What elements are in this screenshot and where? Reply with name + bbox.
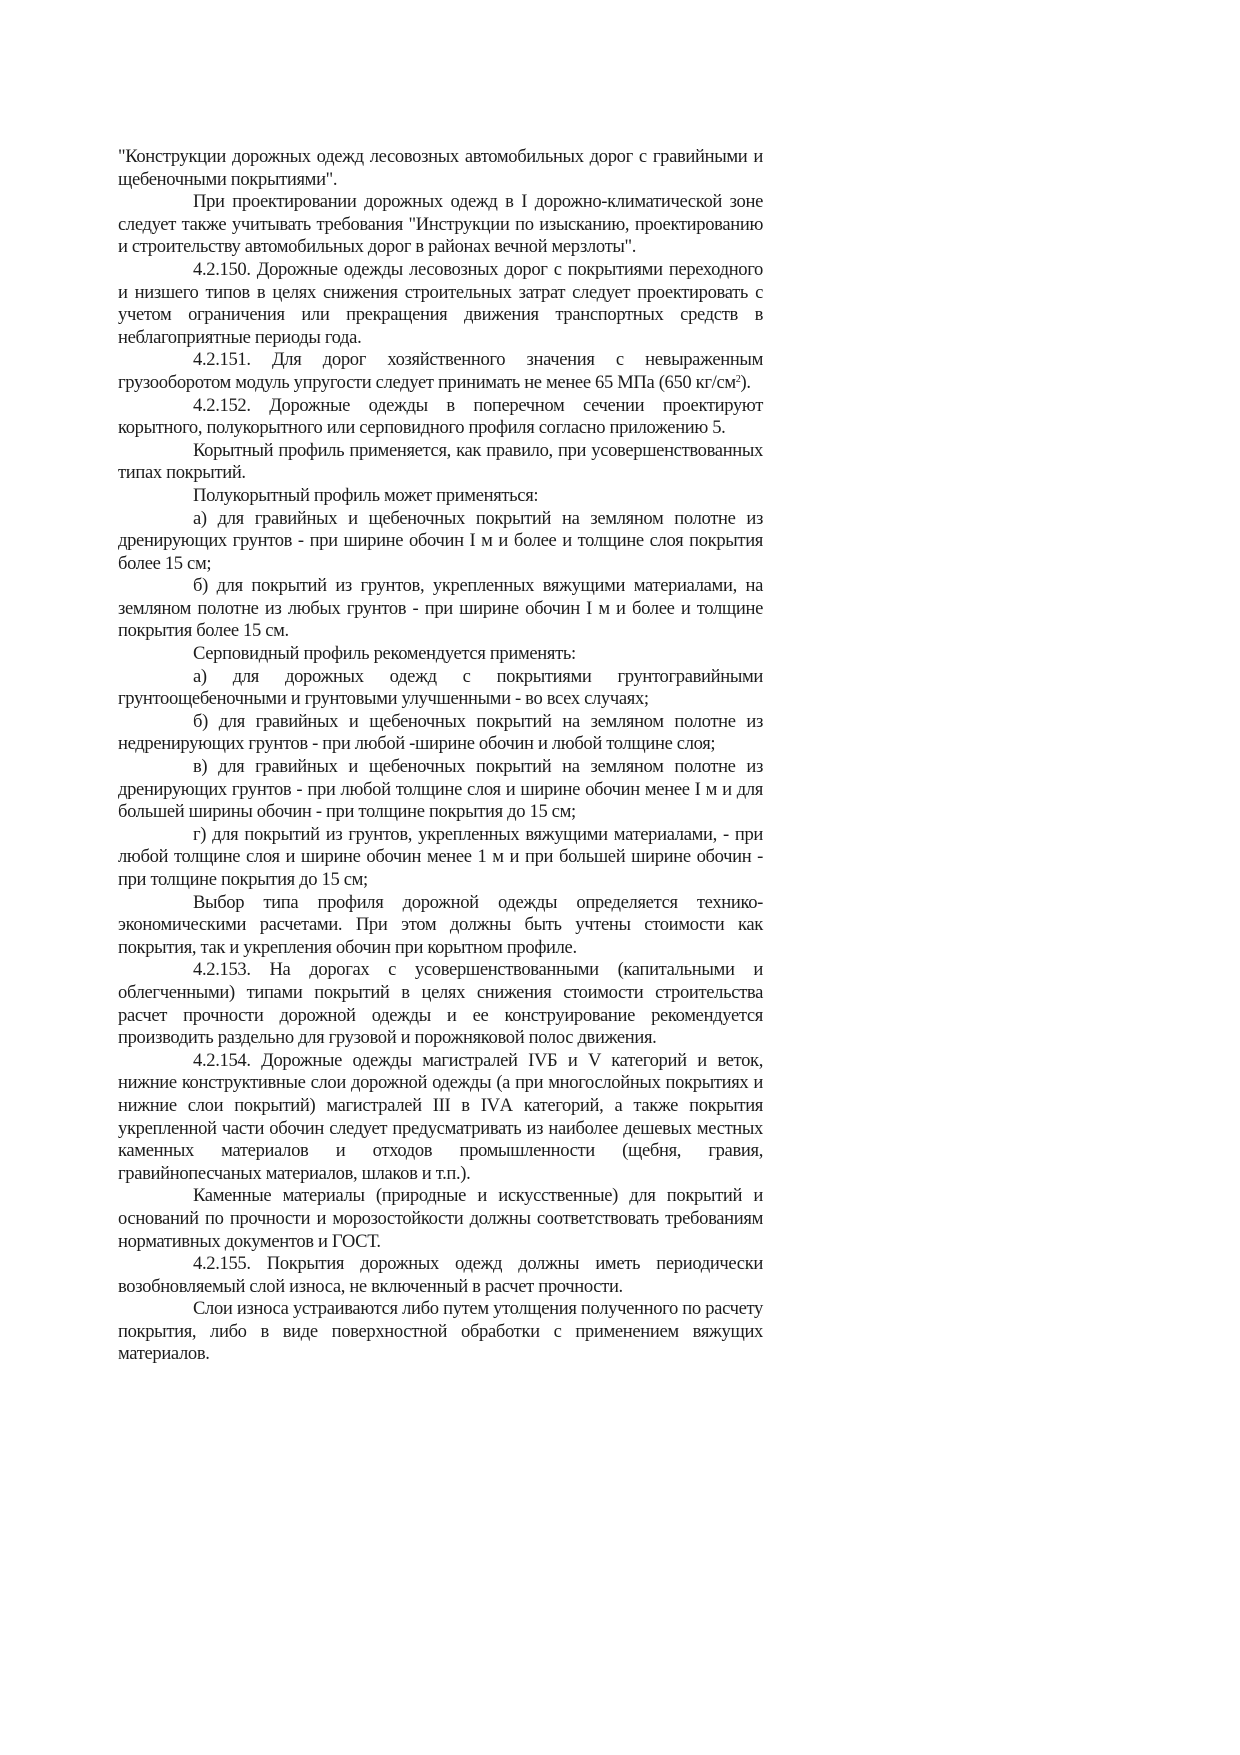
- paragraph-wear-layers: Слои износа устраиваются либо путем утолщения полученного по расчету покрытия, либо в виде поверхностной обработки с применением вяжущих материалов.: [118, 1298, 763, 1365]
- paragraph-permafrost-instruction: При проектировании дорожных одежд в I дорожно-климатической зоне следует также учитывать требования "Инструкции по изысканию, проектированию и строительству автомобильных дорог в районах вечной мерзлоты".: [118, 191, 763, 258]
- paragraph-4-2-151-text: 4.2.151. Для дорог хозяйственного значения с невыраженным грузооборотом модуль упругости следует принимать не менее 65 МПа (650 кг/см: [118, 349, 763, 393]
- document-page: [118, 146, 763, 1366]
- paragraph-trough-profile: Корытный профиль применяется, как правило, при усовершенствованных типах покрытий.: [118, 439, 763, 484]
- list-item-crescent-a: а) для дорожных одежд с покрытиями грунтогравийными грунтоощебеночными и грунтовыми улучшенными - во всех случаях;: [118, 665, 763, 710]
- paragraph-continuation: "Конструкции дорожных одежд лесовозных автомобильных дорог с гравийными и щебеночными покрытиями".: [118, 146, 763, 190]
- paragraph-4-2-151: [118, 349, 763, 394]
- list-item-crescent-b: б) для гравийных и щебеночных покрытий на земляном полотне из недренирующих грунтов - при любой -ширине обочин и любой толщине слоя;: [118, 710, 763, 755]
- list-item-semi-trough-b: б) для покрытий из грунтов, укрепленных вяжущими материалами, на земляном полотне из любых грунтов - при ширине обочин I м и более и толщине покрытия более 15 см.: [118, 575, 763, 642]
- list-item-crescent-g: г) для покрытий из грунтов, укрепленных вяжущими материалами, - при любой толщине слоя и ширине обочин менее 1 м и при большей ширине обочин - при толщине покрытия до 15 см;: [118, 823, 763, 890]
- paragraph-profile-choice: Выбор типа профиля дорожной одежды определяется технико-экономическими расчетами. При этом должны быть учтены стоимости как покрытия, так и укрепления обочин при корытном профиле.: [118, 891, 763, 958]
- paragraph-4-2-153: 4.2.153. На дорогах с усовершенствованными (капитальными и облегченными) типами покрытий в целях снижения стоимости строительства расчет прочности дорожной одежды и ее конструирование рекомендуется производить раздельно для грузовой и порожняковой полос движения.: [118, 959, 763, 1049]
- paragraph-4-2-151-tail: ).: [740, 371, 751, 393]
- paragraph-4-2-152: 4.2.152. Дорожные одежды в поперечном сечении проектируют корытного, полукорытного или серповидного профиля согласно приложению 5.: [118, 394, 763, 439]
- list-item-semi-trough-a: а) для гравийных и щебеночных покрытий на земляном полотне из дренирующих грунтов - при ширине обочин I м и более и толщине слоя покрытия более 15 см;: [118, 507, 763, 574]
- paragraph-semi-trough-heading: Полукорытный профиль может применяться:: [193, 484, 539, 506]
- paragraph-stone-materials: Каменные материалы (природные и искусственные) для покрытий и оснований по прочности и морозостойкости должны соответствовать требованиям нормативных документов и ГОСТ.: [118, 1185, 763, 1252]
- paragraph-4-2-154: 4.2.154. Дорожные одежды магистралей IVБ и V категорий и веток, нижние конструктивные слои дорожной одежды (а при многослойных покрытиях и нижние слои покрытий) магистралей III в IVА категорий, а также покрытия укрепленной части обочин следует предусматривать из наиболее дешевых местных каменных материалов и отходов промышленности (щебня, гравия, гравийнопесчаных материалов, шлаков и т.п.).: [118, 1049, 763, 1184]
- paragraph-4-2-150: 4.2.150. Дорожные одежды лесовозных дорог с покрытиями переходного и низшего типов в целях снижения строительных затрат следует проектировать с учетом ограничения или прекращения движения транспортных средств в неблагоприятные периоды года.: [118, 258, 763, 348]
- paragraph-crescent-heading: Серповидный профиль рекомендуется применять:: [193, 643, 576, 665]
- paragraph-4-2-155: 4.2.155. Покрытия дорожных одежд должны иметь периодически возобновляемый слой износа, не включенный в расчет прочности.: [118, 1253, 763, 1297]
- list-item-crescent-v: в) для гравийных и щебеночных покрытий на земляном полотне из дренирующих грунтов - при любой толщине слоя и ширине обочин менее I м и для большей ширины обочин - при толщине покрытия до 15 см;: [118, 756, 763, 823]
- superscript-2: 2: [735, 373, 741, 385]
